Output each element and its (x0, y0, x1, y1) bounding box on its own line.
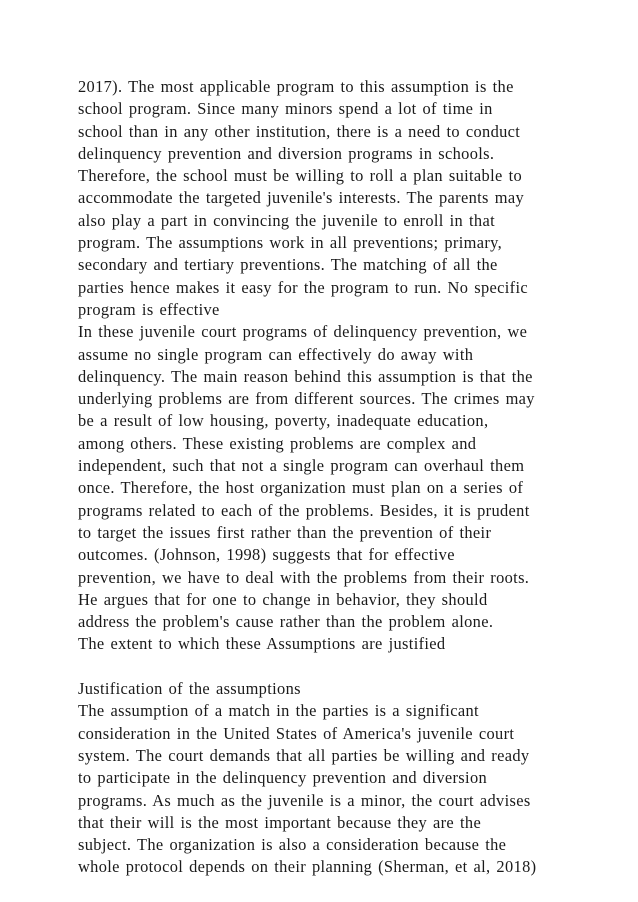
text-line: underlying problems are from different sources. The crimes may (78, 389, 535, 409)
text-line: whole protocol depends on their planning (Sherman, et al, 2018) (78, 857, 537, 877)
text-line: be a result of low housing, poverty, inadequate education, (78, 411, 489, 431)
text-line: also play a part in convincing the juvenile to enroll in that (78, 210, 496, 230)
text-line: assume no single program can effectively do away with (78, 344, 474, 364)
section-heading: program is effective (78, 299, 220, 319)
section-heading: The extent to which these Assumptions are justified (78, 634, 446, 654)
text-line: independent, such that not a single program can overhaul them (78, 456, 525, 476)
text-line: delinquency prevention and diversion programs in schools. (78, 143, 495, 163)
text-line: delinquency. The main reason behind this assumption is that the (78, 366, 533, 386)
document-body (78, 76, 618, 879)
text-line: school than in any other institution, there is a need to conduct (78, 121, 521, 141)
text-line: programs related to each of the problems. Besides, it is prudent (78, 500, 530, 520)
text-line: In these juvenile court programs of delinquency prevention, we (78, 322, 528, 342)
blank-line (78, 656, 618, 678)
text-line: school program. Since many minors spend a lot of time in (78, 99, 493, 119)
text-line: accommodate the targeted juvenile's interests. The parents may (78, 188, 524, 208)
text-line: programs. As much as the juvenile is a minor, the court advises (78, 790, 531, 810)
text-line: address the problem's cause rather than the problem alone. (78, 612, 494, 632)
text-line: secondary and tertiary preventions. The matching of all the (78, 255, 498, 275)
text-line: to target the issues first rather than the prevention of their (78, 522, 492, 542)
text-line: The assumption of a match in the parties is a significant (78, 701, 479, 721)
text-line: subject. The organization is also a consideration because the (78, 835, 507, 855)
text-line: consideration in the United States of America's juvenile court (78, 723, 515, 743)
text-line: that their will is the most important because they are the (78, 812, 482, 832)
text-line: parties hence makes it easy for the program to run. No specific (78, 277, 528, 297)
text-line: outcomes. (Johnson, 1998) suggests that for effective (78, 545, 455, 565)
text-line: to participate in the delinquency prevention and diversion (78, 768, 488, 788)
section-heading: Justification of the assumptions (78, 679, 301, 699)
text-line: He argues that for one to change in behavior, they should (78, 589, 488, 609)
text-line: among others. These existing problems are complex and (78, 433, 477, 453)
text-line: program. The assumptions work in all preventions; primary, (78, 233, 503, 253)
text-line: prevention, we have to deal with the problems from their roots. (78, 567, 530, 587)
text-line: Therefore, the school must be willing to roll a plan suitable to (78, 166, 523, 186)
text-line: system. The court demands that all parties be willing and ready (78, 745, 530, 765)
text-line: 2017). The most applicable program to this assumption is the (78, 77, 514, 96)
text-line: once. Therefore, the host organization must plan on a series of (78, 478, 524, 498)
